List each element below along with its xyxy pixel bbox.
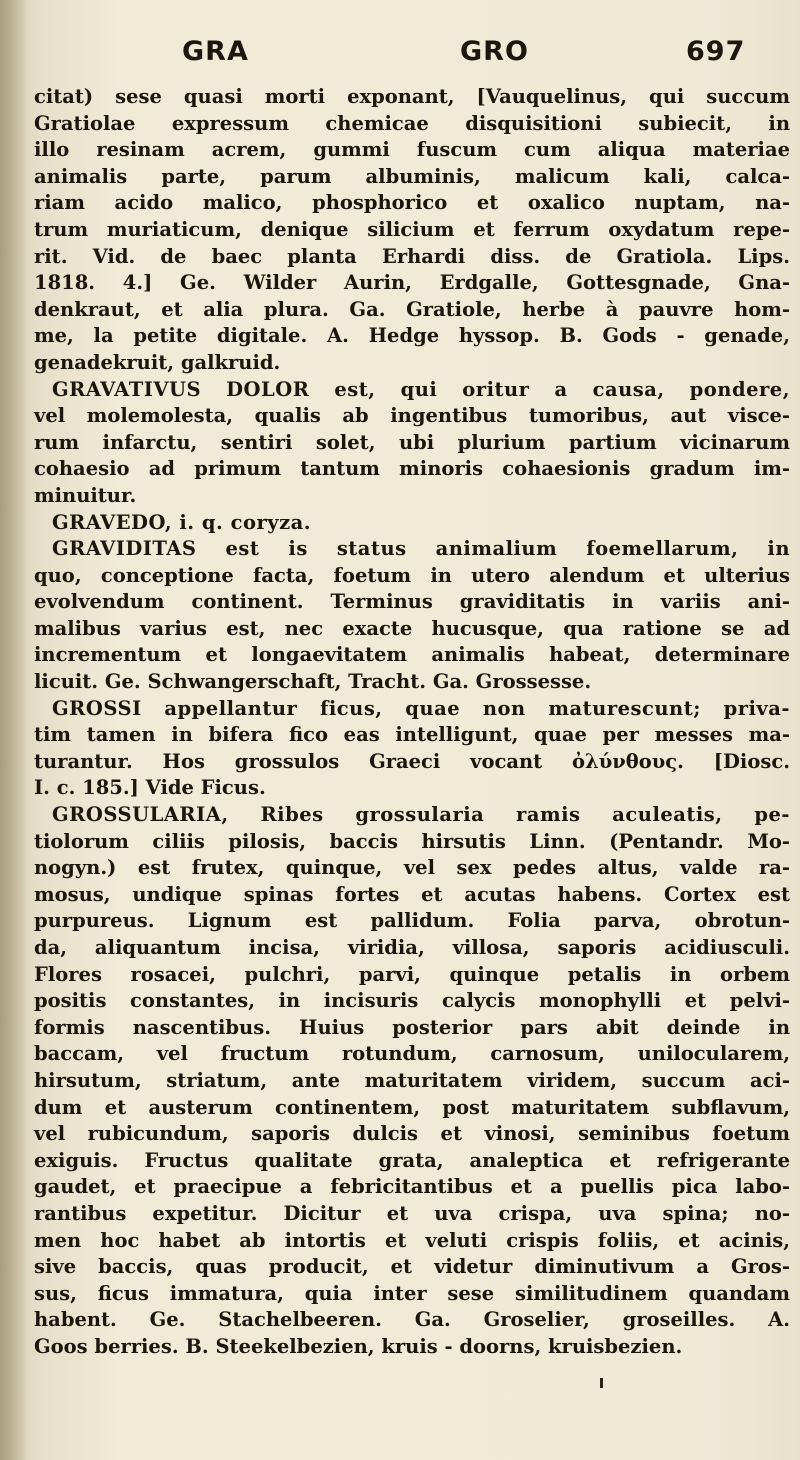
text-line: citat) sese quasi morti exponant, [Vauquelinus, qui succum xyxy=(34,85,790,108)
text-line: gaudet, et praecipue a febricitantibus et a puellis pica labo- xyxy=(34,1175,790,1199)
entry-heading-line: GRAVIDITAS est is status animalium foemellarum, in xyxy=(52,537,790,561)
running-header xyxy=(0,36,800,76)
text-line: Flores rosacei, pulchri, parvi, quinque petalis in orbem xyxy=(34,962,790,986)
page-number: 697 xyxy=(686,36,746,67)
text-line: rit. Vid. de baec planta Erhardi diss. de Gratiola. Lips. xyxy=(34,244,790,268)
text-line: dum et austerum continentem, post maturitatem subflavum, xyxy=(34,1095,790,1119)
text-line: positis constantes, in incisuris calycis monophylli et pelvi- xyxy=(34,989,790,1013)
entry-heading-line: GROSSULARIA, Ribes grossularia ramis aculeatis, pe- xyxy=(52,803,790,827)
text-line: hirsutum, striatum, ante maturitatem viridem, succum aci- xyxy=(34,1068,790,1092)
header-left-catchword: GRA xyxy=(182,36,249,67)
text-line: habent. Ge. Stachelbeeren. Ga. Groselier, groseilles. A. xyxy=(34,1308,790,1332)
entry-heading-line: GROSSI appellantur ficus, quae non maturescunt; priva- xyxy=(52,696,790,720)
text-line: sive baccis, quas producit, et videtur diminutivum a Gros- xyxy=(34,1255,790,1279)
text-line: men hoc habet ab intortis et veluti crispis foliis, et acinis, xyxy=(34,1228,790,1252)
text-line: tim tamen in bifera fico eas intelligunt, quae per messes ma- xyxy=(34,723,790,747)
text-line: purpureus. Lignum est pallidum. Folia parva, obrotun- xyxy=(34,909,790,933)
text-line: nogyn.) est frutex, quinque, vel sex pedes altus, valde ra- xyxy=(34,856,790,880)
text-line: evolvendum continent. Terminus graviditatis in variis ani- xyxy=(34,590,790,614)
text-line: me, la petite digitale. A. Hedge hyssop. B. Gods - genade, xyxy=(34,324,790,348)
text-line: trum muriaticum, denique silicium et ferrum oxydatum repe- xyxy=(34,217,790,241)
text-line: exiguis. Fructus qualitate grata, analeptica et refrigerante xyxy=(34,1148,790,1172)
page-gutter-shadow xyxy=(0,0,28,1460)
text-line: sus, ficus immatura, quia inter sese similitudinem quandam xyxy=(34,1281,790,1305)
text-line: mosus, undique spinas fortes et acutas habens. Cortex est xyxy=(34,882,790,906)
entry-heading-line: GRAVATIVUS DOLOR est, qui oritur a causa, pondere, xyxy=(52,377,790,401)
text-line: incrementum et longaevitatem animalis habeat, determinare xyxy=(34,643,790,667)
body-text xyxy=(34,84,790,1361)
text-line: Gratiolae expressum chemicae disquisitioni subiecit, in xyxy=(34,111,790,135)
text-line: riam acido malico, phosphorico et oxalico nuptam, na- xyxy=(34,191,790,215)
text-line: denkraut, et alia plura. Ga. Gratiole, herbe à pauvre hom- xyxy=(34,297,790,321)
entry-heading-line: GRAVEDO, i. q. coryza. xyxy=(52,510,312,534)
text-line: illo resinam acrem, gummi fuscum cum aliqua materiae xyxy=(34,138,790,162)
text-line: rantibus expetitur. Dicitur et uva crispa, uva spina; no- xyxy=(34,1201,790,1225)
text-line: licuit. Ge. Schwangerschaft, Tracht. Ga. Grossesse. xyxy=(34,670,592,694)
text-line: baccam, vel fructum rotundum, carnosum, unilocularem, xyxy=(34,1042,790,1066)
text-line: malibus varius est, nec exacte hucusque, qua ratione se ad xyxy=(34,616,790,640)
text-line: tiolorum ciliis pilosis, baccis hirsutis Linn. (Pentandr. Mo- xyxy=(34,829,790,853)
text-line: vel molemolesta, qualis ab ingentibus tumoribus, aut visce- xyxy=(34,404,790,428)
text-line: cohaesio ad primum tantum minoris cohaesionis gradum im- xyxy=(34,457,790,481)
text-line: minuitur. xyxy=(34,483,137,507)
text-line: vel rubicundum, saporis dulcis et vinosi, seminibus foetum xyxy=(34,1122,790,1146)
text-line: genadekruit, galkruid. xyxy=(34,350,281,374)
text-line: I. c. 185.] Vide Ficus. xyxy=(34,776,266,800)
text-line: animalis parte, parum albuminis, malicum kali, calca- xyxy=(34,164,790,188)
text-line: quo, conceptione facta, foetum in utero alendum et ulterius xyxy=(34,563,790,587)
text-line: 1818. 4.] Ge. Wilder Aurin, Erdgalle, Gottesgnade, Gna- xyxy=(34,271,790,295)
text-line: da, aliquantum incisa, viridia, villosa, saporis acidiusculi. xyxy=(34,936,790,959)
text-line: turantur. Hos grossulos Graeci vocant ὀλύνθους. [Diosc. xyxy=(34,749,790,773)
text-line: Goos berries. B. Steekelbezien, kruis - doorns, kruisbezien. xyxy=(34,1334,683,1358)
text-line: rum infarctu, sentiri solet, ubi plurium partium vicinarum xyxy=(34,430,790,454)
text-line: formis nascentibus. Huius posterior pars abit deinde in xyxy=(34,1015,790,1039)
print-mark xyxy=(600,1378,603,1388)
header-middle-catchword: GRO xyxy=(460,36,529,67)
